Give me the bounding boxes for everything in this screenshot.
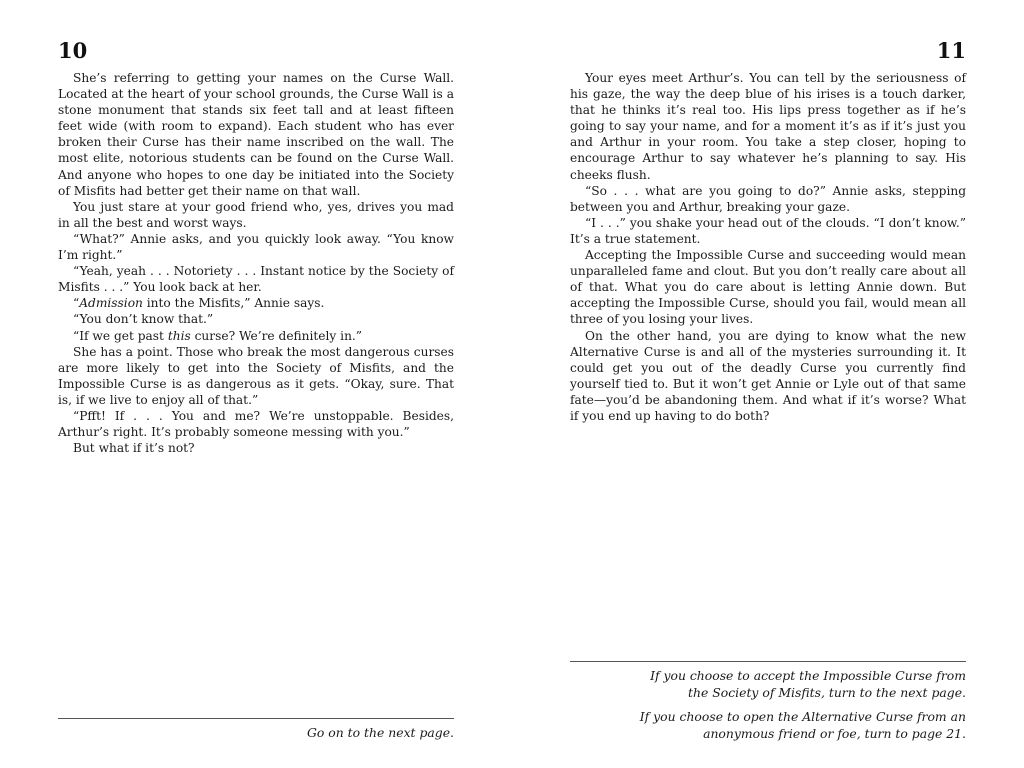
- emphasis: this: [167, 328, 191, 343]
- paragraph: “If we get past this curse? We’re definitely in.”: [73, 328, 363, 343]
- divider: [570, 661, 966, 662]
- paragraph: “Admission into the Misfits,” Annie says.: [73, 296, 325, 311]
- paragraph: “I . . .” you shake your head out of the clouds. “I don’t know.” It’s a true statement.: [570, 215, 966, 246]
- paragraph: But what if it’s not?: [73, 441, 195, 456]
- body-text: [58, 70, 454, 456]
- paragraph: Accepting the Impossible Curse and succeeding would mean unparalleled fame and clout. But you don’t really care about all of that. What you do care about is letting Annie down. But accepting the Impossible Curse, should you fail, would mean all three of you losing your lives.: [570, 248, 966, 327]
- continue-note: Go on to the next page.: [306, 725, 454, 740]
- choice-option: If you choose to open the Alternative Curse from an anonymous friend or foe, turn to page 21.: [639, 709, 966, 741]
- paragraph: “Pfft! If . . . You and me? We’re unstoppable. Besides, Arthur’s right. It’s probably someone messing with you.”: [58, 408, 454, 440]
- right-page: [570, 0, 966, 768]
- paragraph: Your eyes meet Arthur’s. You can tell by the seriousness of his gaze, the way the deep blue of his irises is a touch darker, that he thinks it’s real too. His lips press together as if he’s going to say your name, and for a moment it’s as if it’s just you and Arthur in your room. You take a step closer, hoping to encourage Arthur to say whatever he’s planning to say. His cheeks flush.: [570, 71, 966, 182]
- paragraph: “You don’t know that.”: [73, 312, 214, 327]
- page-number: 10: [58, 38, 88, 63]
- left-page: [58, 0, 454, 768]
- paragraph: She has a point. Those who break the most dangerous curses are more likely to get into the Society of Misfits, and the Impossible Curse is as dangerous as it gets. “Okay, sure. That is, if we live to enjoy all of that.”: [58, 344, 454, 407]
- divider: [58, 718, 454, 719]
- paragraph: “What?” Annie asks, and you quickly look away. “You know I’m right.”: [58, 231, 454, 263]
- paragraph: You just stare at your good friend who, yes, drives you mad in all the best and worst ways.: [58, 199, 454, 230]
- choice-option: If you choose to accept the Impossible Curse from the Society of Misfits, turn to the next page.: [650, 668, 966, 700]
- paragraph: On the other hand, you are dying to know what the new Alternative Curse is and all of the mysteries surrounding it. It could get you out of the deadly Curse you currently find yourself tied to. But it won’t get Annie or Lyle out of that same fate—you’d be abandoning them. And what if it’s worse? What if you end up having to do both?: [570, 328, 966, 423]
- paragraph: She’s referring to getting your names on the Curse Wall. Located at the heart of your school grounds, the Curse Wall is a stone monument that stands six feet tall and at least fifteen feet wide (with room to expand). Each student who has ever broken their Curse has their name inscribed on the wall. The most elite, notorious students can be found on the Curse Wall. And anyone who hopes to one day be initiated into the Society of Misfits had better get their name on that wall.: [58, 71, 454, 198]
- emphasis: Admission: [79, 296, 143, 311]
- paragraph: “Yeah, yeah . . . Notoriety . . . Instant notice by the Society of Misfits . . .” You look back at her.: [58, 264, 454, 295]
- body-text: [570, 70, 966, 424]
- paragraph: “So . . . what are you going to do?” Annie asks, stepping between you and Arthur, breaking your gaze.: [570, 183, 966, 214]
- page-number: 11: [936, 38, 966, 63]
